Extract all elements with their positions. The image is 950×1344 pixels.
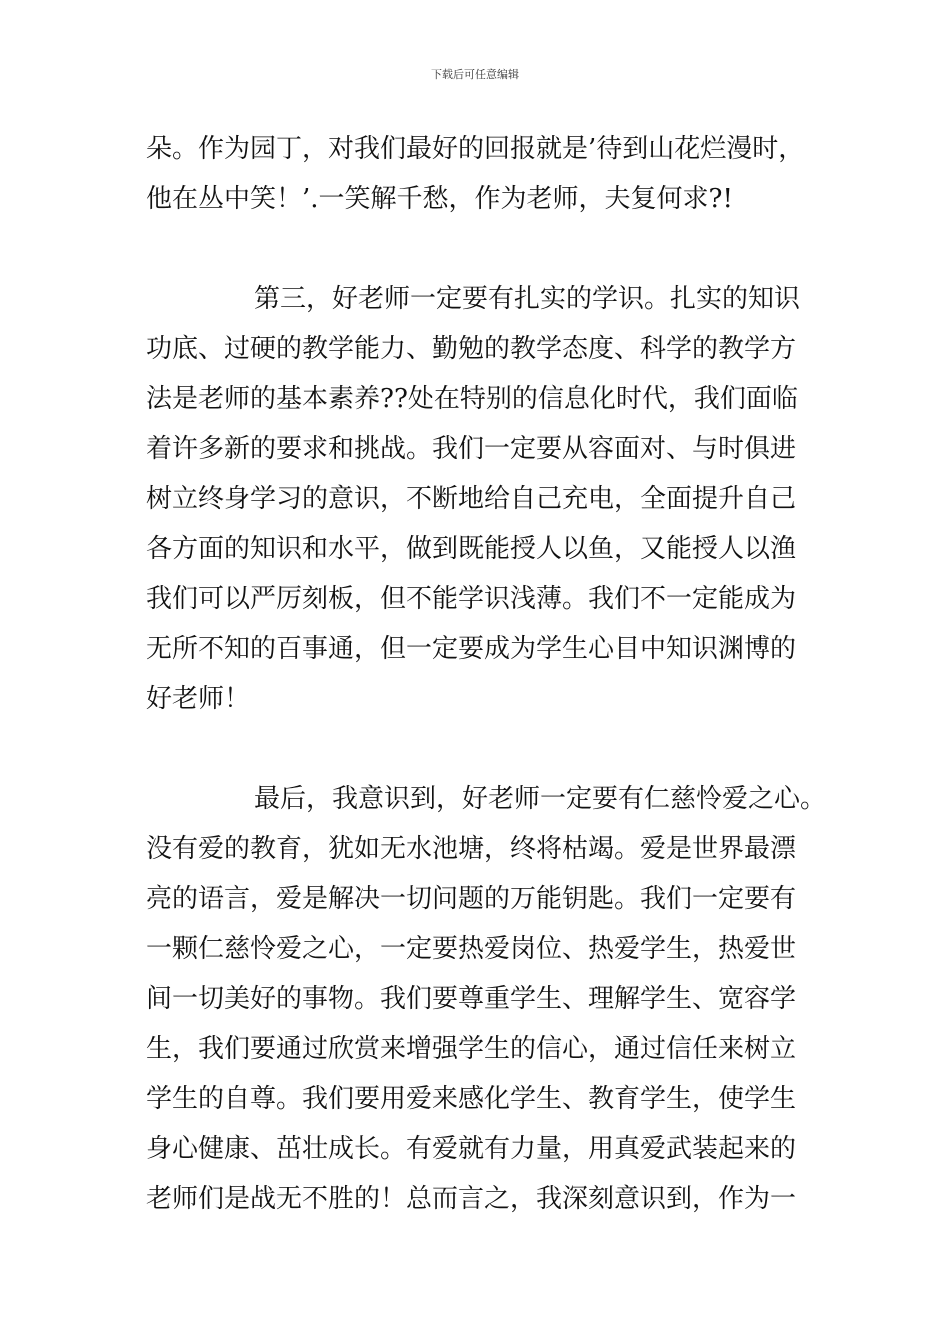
text-line: 学生的自尊。我们要用爱来感化学生、教育学生，使学生 bbox=[146, 1084, 797, 1114]
text-line: 法是老师的基本素养??处在特别的信息化时代，我们面临 bbox=[146, 384, 798, 414]
text-line: 最后，我意识到，好老师一定要有仁慈怜爱之心。 bbox=[254, 784, 827, 814]
paragraph-2 bbox=[146, 274, 816, 724]
paragraph-3 bbox=[146, 774, 827, 1224]
text-line: 好老师！ bbox=[146, 684, 251, 714]
text-line: 老师们是战无不胜的！总而言之，我深刻意识到，作为一 bbox=[146, 1184, 797, 1214]
text-line: 树立终身学习的意识，不断地给自己充电，全面提升自己 bbox=[146, 484, 797, 514]
page-header-note: 下载后可任意编辑 bbox=[431, 68, 519, 81]
text-line: 一颗仁慈怜爱之心，一定要热爱岗位、热爱学生，热爱世 bbox=[146, 934, 797, 964]
paragraph-1 bbox=[146, 124, 816, 224]
text-line: 各方面的知识和水平，做到既能授人以鱼，又能授人以渔 bbox=[146, 534, 797, 564]
text-line: 朵。作为园丁，对我们最好的回报就是’待到山花烂漫时， bbox=[146, 134, 805, 164]
text-line: 没有爱的教育，犹如无水池塘，终将枯竭。爱是世界最漂 bbox=[146, 834, 797, 864]
text-line: 功底、过硬的教学能力、勤勉的教学态度、科学的教学方 bbox=[146, 334, 797, 364]
text-line: 着许多新的要求和挑战。我们一定要从容面对、与时俱进 bbox=[146, 434, 797, 464]
text-line: 亮的语言，爱是解决一切问题的万能钥匙。我们一定要有 bbox=[146, 884, 797, 914]
text-line: 第三，好老师一定要有扎实的学识。扎实的知识 bbox=[254, 284, 801, 314]
text-line: 无所不知的百事通，但一定要成为学生心目中知识渊博的 bbox=[146, 634, 797, 664]
text-line: 生，我们要通过欣赏来增强学生的信心，通过信任来树立 bbox=[146, 1034, 797, 1064]
text-line: 身心健康、茁壮成长。有爱就有力量，用真爱武装起来的 bbox=[146, 1134, 797, 1164]
text-line: 他在丛中笑！’.一笑解千愁，作为老师，夫复何求?! bbox=[146, 184, 733, 214]
text-line: 间一切美好的事物。我们要尊重学生、理解学生、宽容学 bbox=[146, 984, 797, 1014]
text-line: 我们可以严厉刻板，但不能学识浅薄。我们不一定能成为 bbox=[146, 584, 797, 614]
